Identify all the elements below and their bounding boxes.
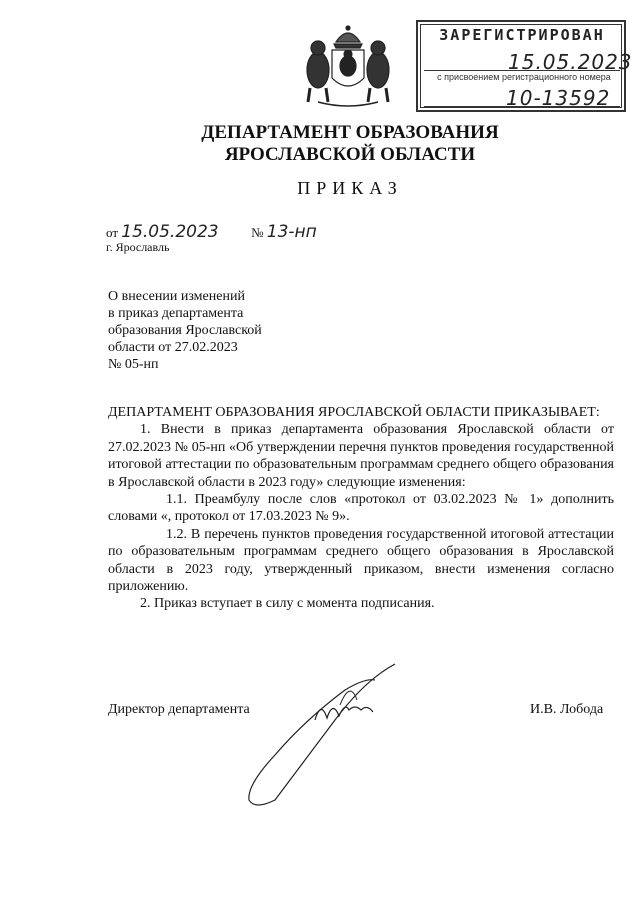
subject-line: в приказ департамента: [108, 306, 244, 321]
subject-line: образования Ярославской: [108, 323, 262, 338]
paragraph-1-2: 1.2. В перечень пунктов проведения государственной итоговой аттестации по образовательным программам среднего общего образования в Ярославской области в 2023 году, утвержденный приказом, внести изменения согласно приложению.: [108, 526, 614, 595]
stamp-note: с присвоением регистрационного номера: [437, 72, 611, 82]
stamp-title: ЗАРЕГИСТРИРОВАН: [439, 26, 605, 44]
paragraph-2: 2. Приказ вступает в силу с момента подписания.: [140, 596, 435, 612]
registration-stamp: [416, 20, 633, 112]
number-value: 13-нп: [266, 222, 317, 242]
stamp-date: 15.05.2023: [508, 50, 633, 74]
subject-line: О внесении изменений: [108, 289, 245, 304]
handwritten-signature-icon: [245, 660, 405, 810]
document-type: ПРИКАЗ: [297, 178, 403, 198]
subject-line: № 05-нп: [108, 357, 159, 372]
date-number-line: [106, 222, 317, 242]
subject-line: области от 27.02.2023: [108, 340, 238, 355]
signatory-name: И.В. Лобода: [530, 702, 604, 717]
coat-of-arms-icon: [298, 22, 398, 108]
order-body: [108, 404, 614, 613]
number-prefix: №: [251, 225, 264, 240]
stamp-number: 10-13592: [506, 86, 611, 110]
signatory-position: Директор департамента: [108, 702, 250, 717]
date-value: 15.05.2023: [121, 222, 219, 242]
subject-block: [108, 288, 308, 373]
department-line-1: ДЕПАРТАМЕНТ ОБРАЗОВАНИЯ: [201, 122, 499, 143]
department-line-2: ЯРОСЛАВСКОЙ ОБЛАСТИ: [224, 144, 476, 165]
city: г. Ярославль: [106, 240, 170, 254]
paragraph-1: 1. Внести в приказ департамента образования Ярославской области от 27.02.2023 № 05-нп «Об утверждении перечня пунктов проведения государственной итоговой аттестации по образовательным программам среднего общего образования в Ярославской области в 2023 году» следующие изменения:: [108, 422, 614, 490]
department-heading: [120, 122, 580, 166]
order-intro: ДЕПАРТАМЕНТ ОБРАЗОВАНИЯ ЯРОСЛАВСКОЙ ОБЛАСТИ ПРИКАЗЫВАЕТ:: [108, 405, 600, 420]
date-prefix: от: [106, 225, 119, 240]
paragraph-1-1: 1.1. Преамбулу после слов «протокол от 03.02.2023 № 1» дополнить словами «, протокол от 17.03.2023 № 9».: [108, 492, 614, 525]
